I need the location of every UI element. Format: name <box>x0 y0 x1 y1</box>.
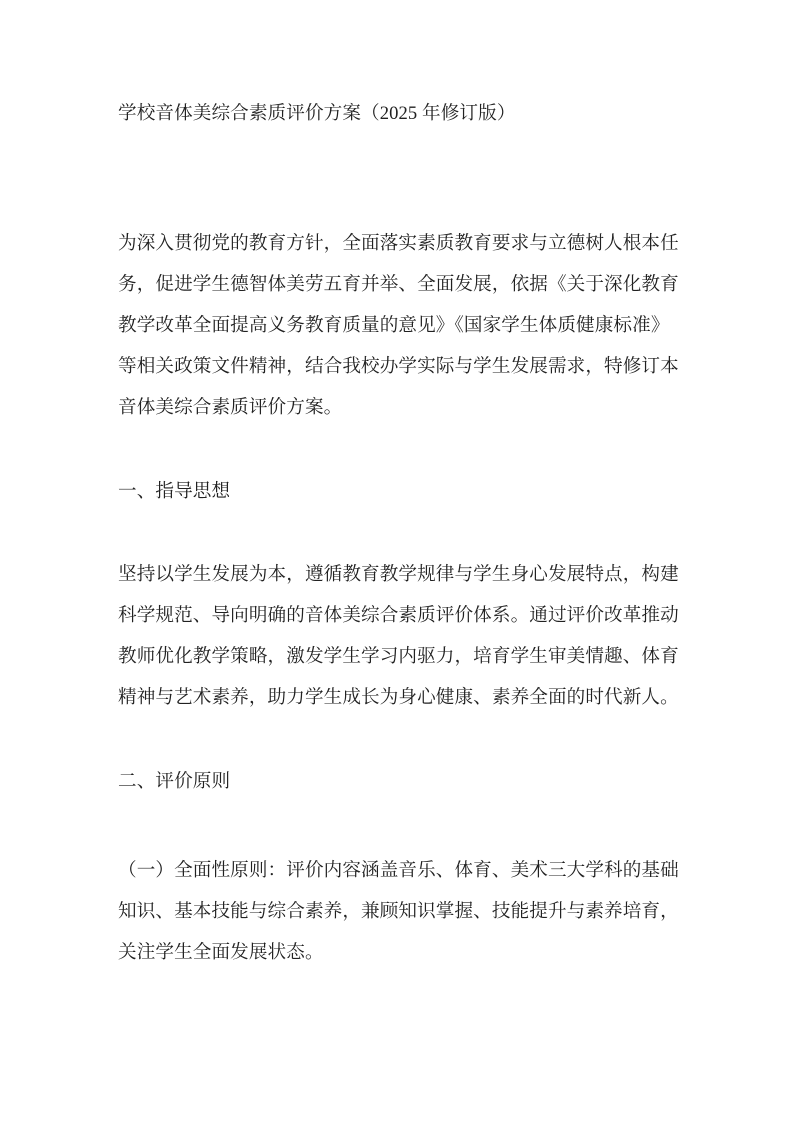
text-line: 教学改革全面提高义务教育质量的意见》《国家学生体质健康标准》 <box>118 315 670 336</box>
text-line: （一）全面性原则：评价内容涵盖音乐、体育、美术三大学科的基础 <box>118 860 679 881</box>
text-line: 关注学生全面发展状态。 <box>118 942 324 963</box>
text-line: 坚持以学生发展为本，遵循教育教学规律与学生身心发展特点，构建 <box>118 564 679 585</box>
text-line: 音体美综合素质评价方案。 <box>118 397 343 418</box>
document-title: 学校音体美综合素质评价方案（2025 年修订版） <box>118 103 516 124</box>
text-line: 知识、基本技能与综合素养，兼顾知识掌握、技能提升与素养培育， <box>118 901 679 922</box>
text-line: 科学规范、导向明确的音体美综合素质评价体系。通过评价改革推动 <box>118 605 679 626</box>
text-line: 务，促进学生德智体美劳五育并举、全面发展，依据《关于深化教育 <box>118 274 679 295</box>
section2-paragraph <box>118 850 684 973</box>
section1-paragraph <box>118 554 684 718</box>
text-line: 为深入贯彻党的教育方针，全面落实素质教育要求与立德树人根本任 <box>118 233 679 254</box>
section-heading-evaluation-principles: 二、评价原则 <box>118 771 231 792</box>
text-line: 精神与艺术素养，助力学生成长为身心健康、素养全面的时代新人。 <box>118 687 679 708</box>
text-line: 教师优化教学策略，激发学生学习内驱力，培育学生审美情趣、体育 <box>118 646 679 667</box>
intro-paragraph <box>118 223 684 428</box>
section-heading-guiding-ideology: 一、指导思想 <box>118 481 231 502</box>
text-line: 等相关政策文件精神，结合我校办学实际与学生发展需求，特修订本 <box>118 356 679 377</box>
